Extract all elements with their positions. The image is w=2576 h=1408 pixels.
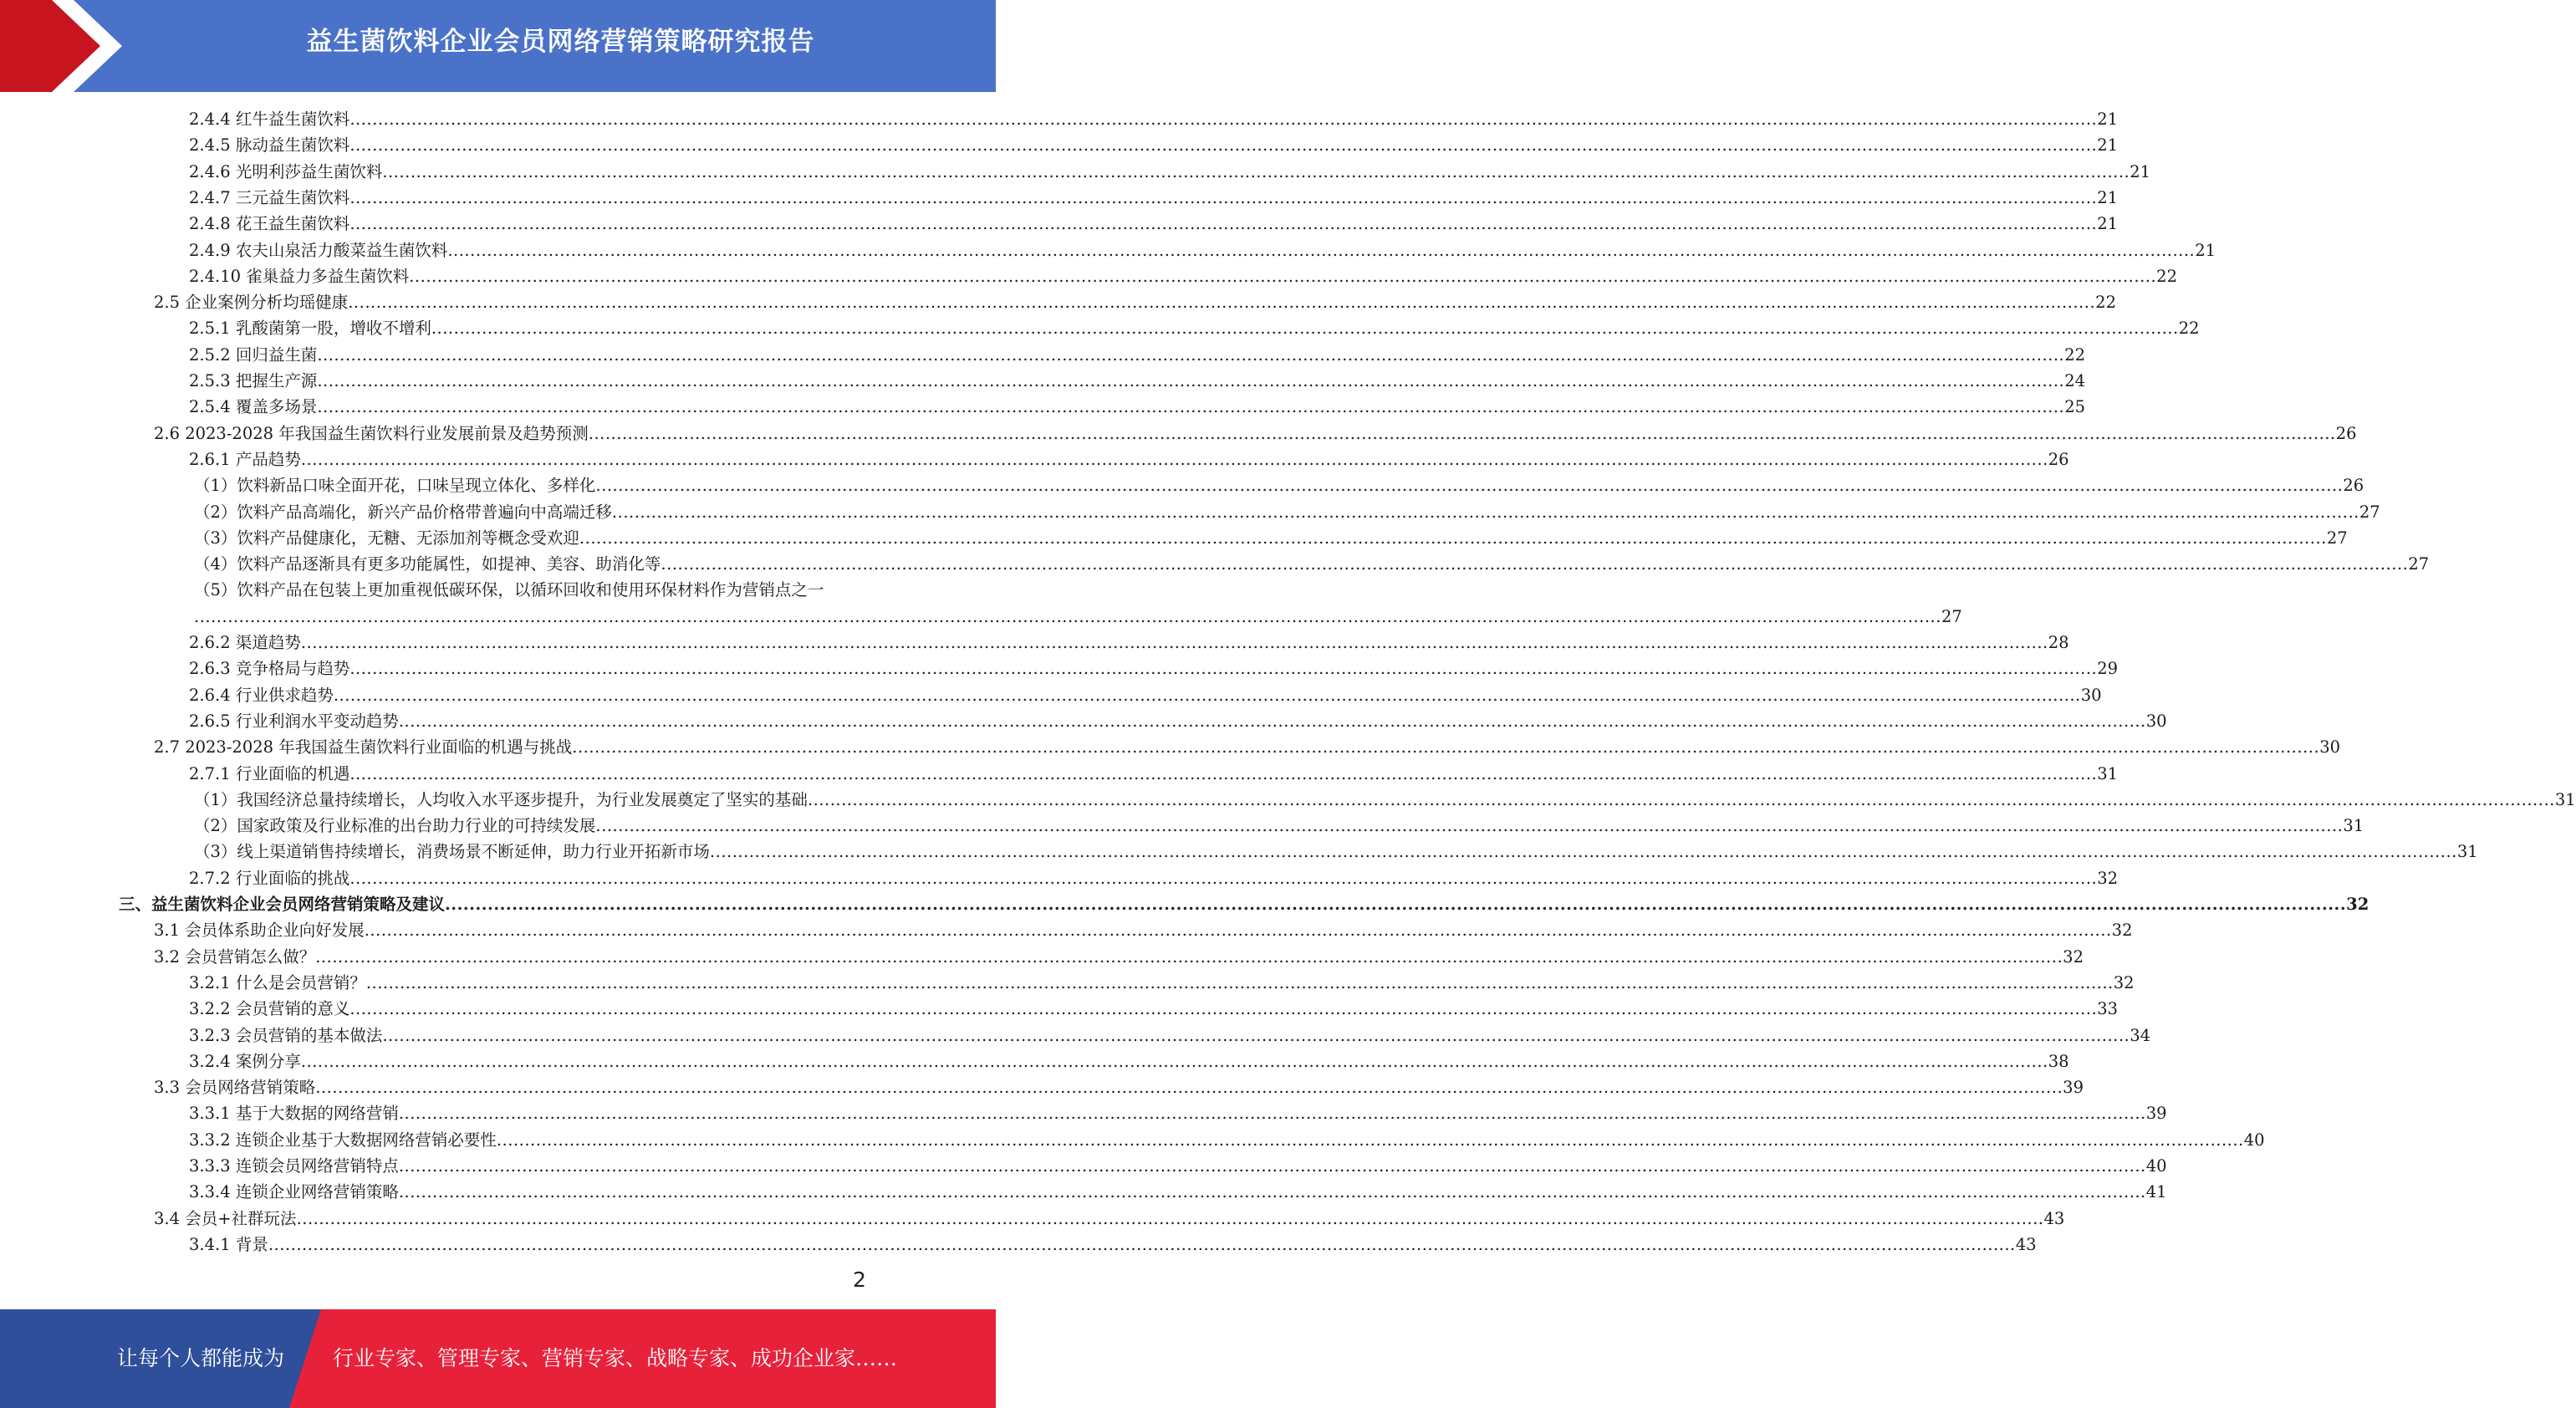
toc-page-number: 30 — [2080, 685, 2102, 705]
toc-page-number: 33 — [2097, 999, 2119, 1019]
toc-entry[interactable] — [154, 289, 2116, 315]
toc-leader-dots — [431, 315, 2179, 341]
toc-entry-label: （4）饮料产品逐渐具有更多功能属性，如提神、美容、助消化等 — [194, 554, 661, 574]
toc-leader-dots — [595, 472, 2343, 498]
toc-entry-label: 2.6.3 竞争格局与趋势 — [189, 659, 350, 679]
toc-leader-dots — [365, 917, 2112, 943]
toc-page-number: 26 — [2335, 423, 2357, 443]
toc-entry[interactable] — [194, 787, 2576, 813]
toc-page-number: 21 — [2097, 214, 2119, 234]
toc-page-number: 32 — [2097, 868, 2119, 888]
toc-leader-dots — [315, 944, 2063, 970]
toc-entry[interactable] — [189, 708, 2167, 734]
toc-entry-label: 2.4.10 雀巢益力多益生菌饮料 — [189, 266, 410, 286]
toc-page-number: 41 — [2145, 1182, 2167, 1202]
toc-page-number: 38 — [2048, 1051, 2069, 1071]
toc-page-number: 31 — [2097, 763, 2119, 783]
toc-page-number: 22 — [2064, 344, 2086, 365]
toc-entry-label: （3）线上渠道销售持续增长，消费场景不断延伸，助力行业开拓新市场 — [194, 842, 710, 862]
toc-entry-label: 2.4.6 光明利莎益生菌饮料 — [189, 161, 383, 181]
toc-leader-dots — [497, 1127, 2244, 1153]
toc-entry[interactable] — [154, 1074, 2084, 1100]
toc-page-number: 27 — [2326, 528, 2348, 548]
toc-entry[interactable] — [189, 1127, 2265, 1153]
toc-page-number: 22 — [2178, 319, 2200, 339]
toc-page-number: 26 — [2048, 449, 2069, 469]
toc-leader-dots — [399, 1100, 2146, 1126]
toc-chapter-entry[interactable] — [119, 891, 2369, 917]
toc-page-number: 29 — [2097, 659, 2119, 679]
toc-leader-dots — [348, 289, 2095, 315]
toc-leader-dots — [301, 1048, 2048, 1074]
toc-leader-dots — [349, 106, 2097, 132]
toc-leader-dots — [301, 446, 2048, 472]
toc-page-number: 43 — [2043, 1208, 2065, 1228]
toc-page-number: 21 — [2097, 135, 2119, 156]
toc-entry[interactable] — [189, 1100, 2167, 1126]
toc-entry[interactable] — [189, 394, 2086, 420]
toc-entry-label: 2.5.4 覆盖多场景 — [189, 397, 318, 417]
toc-entry-label: 2.6.4 行业供求趋势 — [189, 685, 334, 705]
toc-page-number: 40 — [2145, 1156, 2167, 1176]
toc-entry-label[interactable]: （5）饮料产品在包装上更加重视低碳环保，以循环回收和使用环保材料作为营销点之一 — [194, 580, 824, 600]
toc-entry-label: 2.5.1 乳酸菌第一股，增收不增利 — [189, 319, 431, 339]
toc-page-number: 22 — [2156, 266, 2177, 286]
toc-entry[interactable] — [189, 1179, 2167, 1205]
toc-entry-label: 2.7.1 行业面临的机遇 — [189, 763, 350, 783]
toc-entry[interactable] — [194, 604, 1962, 630]
toc-entry-label: 2.5.2 回归益生菌 — [189, 344, 318, 365]
toc-entry-label: 3.1 会员体系助企业向好发展 — [154, 921, 365, 941]
toc-entry[interactable] — [189, 630, 2069, 656]
toc-page-number: 22 — [2095, 293, 2116, 313]
toc-entry[interactable] — [194, 813, 2364, 839]
toc-leader-dots — [409, 263, 2156, 289]
toc-entry-label: （3）饮料产品健康化，无糖、无添加剂等概念受欢迎 — [194, 528, 579, 548]
toc-entry[interactable] — [189, 761, 2119, 787]
toc-entry-label: 2.4.7 三元益生菌饮料 — [189, 187, 350, 207]
toc-leader-dots — [382, 1023, 2130, 1048]
toc-entry[interactable] — [189, 342, 2086, 368]
toc-leader-dots — [297, 1206, 2044, 1232]
toc-leader-dots — [447, 237, 2195, 263]
toc-leader-dots — [334, 682, 2081, 708]
toc-entry[interactable] — [189, 185, 2119, 211]
toc-entry-label: 3.2.4 案例分享 — [189, 1051, 301, 1071]
toc-entry-label: 2.6.2 渠道趋势 — [189, 633, 301, 652]
toc-leader-dots — [572, 734, 2319, 760]
toc-entry[interactable] — [189, 237, 2216, 263]
toc-entry-label: 2.6.1 产品趋势 — [189, 449, 301, 469]
toc-entry[interactable] — [194, 551, 2430, 577]
toc-entry[interactable] — [194, 839, 2478, 865]
toc-entry[interactable] — [189, 656, 2119, 681]
page-footer — [0, 1309, 996, 1408]
toc-leader-dots — [349, 132, 2097, 158]
header-title: 益生菌饮料企业会员网络营销策略研究报告 — [306, 27, 815, 57]
toc-page-number: 31 — [2343, 816, 2364, 836]
toc-entry-label: （1）我国经济总量持续增长，人均收入水平逐步提升，为行业发展奠定了坚实的基础 — [194, 789, 808, 809]
toc-entry-label: 3.2 会员营销怎么做？ — [154, 946, 316, 967]
toc-page-number: 30 — [2319, 737, 2341, 758]
toc-leader-dots — [612, 499, 2359, 525]
toc-entry[interactable] — [189, 996, 2119, 1022]
toc-page-number: 39 — [2145, 1104, 2167, 1124]
toc-entry[interactable] — [189, 446, 2069, 472]
toc-page-number: 25 — [2064, 397, 2086, 417]
toc-entry[interactable] — [189, 211, 2119, 237]
toc-entry[interactable] — [189, 1153, 2167, 1179]
toc-entry[interactable] — [189, 132, 2119, 158]
toc-entry[interactable] — [189, 263, 2177, 289]
toc-page-number: 31 — [2456, 842, 2478, 862]
toc-entry-label: 2.6.5 行业利润水平变动趋势 — [189, 711, 399, 731]
toc-entry-label: 3.2.2 会员营销的意义 — [189, 999, 350, 1019]
toc-entry-label: （2）饮料产品高端化，新兴产品价格带普遍向中高端迁移 — [194, 502, 612, 522]
toc-entry-label: 3.2.1 什么是会员营销？ — [189, 972, 366, 992]
toc-entry[interactable] — [154, 421, 2357, 446]
toc-entry-label: 2.4.4 红牛益生菌饮料 — [189, 110, 350, 129]
toc-leader-dots — [349, 185, 2097, 211]
toc-page-number: 27 — [1941, 606, 1962, 626]
toc-entry-label: 3.3.1 基于大数据的网络营销 — [189, 1104, 399, 1124]
toc-leader-dots — [317, 394, 2064, 420]
toc-entry[interactable] — [194, 525, 2348, 551]
footer-slogan-right: 行业专家、管理专家、营销专家、战略专家、成功企业家…… — [333, 1346, 898, 1370]
toc-entry[interactable] — [189, 106, 2119, 132]
toc-leader-dots — [399, 1179, 2146, 1205]
toc-entry-label: 2.5 企业案例分析均瑶健康 — [154, 293, 349, 313]
toc-entry-label: 2.7.2 行业面临的挑战 — [189, 868, 350, 888]
toc-leader-dots — [579, 525, 2327, 551]
toc-entry-label: 2.6 2023-2028 年我国益生菌饮料行业发展前景及趋势预测 — [154, 423, 589, 443]
toc-page-number: 27 — [2359, 502, 2380, 522]
toc-entry-label: 2.4.8 花王益生菌饮料 — [189, 214, 350, 234]
toc-page-number: 30 — [2145, 711, 2167, 731]
toc-leader-dots — [317, 368, 2064, 394]
toc-page-number: 32 — [2111, 921, 2133, 941]
toc-page-number: 27 — [2408, 554, 2430, 574]
toc-page-number: 21 — [2130, 161, 2151, 181]
toc-page-number: 34 — [2130, 1025, 2151, 1045]
toc-entry[interactable] — [154, 1206, 2065, 1232]
page-number: 2 — [853, 1268, 866, 1292]
toc-entry-label: 三、益生菌饮料企业会员网络营销策略及建议 — [119, 895, 446, 914]
toc-leader-dots — [445, 891, 2346, 917]
toc-leader-dots — [349, 996, 2097, 1022]
toc-entry[interactable] — [194, 472, 2364, 498]
toc-entry-label: 3.3.3 连锁会员网络营销特点 — [189, 1156, 399, 1176]
toc-entry[interactable] — [189, 368, 2086, 394]
toc-leader-dots — [317, 342, 2064, 368]
toc-leader-dots — [382, 159, 2130, 185]
toc-page-number: 39 — [2063, 1078, 2084, 1098]
toc-page-number: 26 — [2343, 476, 2364, 496]
toc-leader-dots — [301, 630, 2048, 656]
toc-page-number: 40 — [2243, 1130, 2265, 1150]
toc-entry-label: 2.7 2023-2028 年我国益生菌饮料行业面临的机遇与挑战 — [154, 737, 573, 758]
toc-page-number: 31 — [2554, 789, 2576, 809]
toc-leader-dots — [349, 865, 2097, 891]
toc-entry-label: 2.4.9 农夫山泉活力酸菜益生菌饮料 — [189, 240, 448, 260]
toc-entry-label: （2）国家政策及行业标准的出台助力行业的可持续发展 — [194, 816, 596, 836]
toc-page-number: 32 — [2346, 895, 2369, 914]
toc-entry[interactable] — [189, 159, 2151, 185]
toc-page-number: 21 — [2097, 110, 2119, 129]
toc-entry-label: 2.4.5 脉动益生菌饮料 — [189, 135, 350, 156]
toc-leader-dots — [268, 1232, 2016, 1258]
toc-entry-label: 3.3.4 连锁企业网络营销策略 — [189, 1182, 399, 1202]
footer-slogan-left: 让每个人都能成为 — [117, 1346, 285, 1370]
toc-leader-dots — [349, 761, 2097, 787]
toc-entry[interactable] — [189, 970, 2135, 996]
toc-page-number: 21 — [2097, 187, 2119, 207]
toc-entry[interactable] — [154, 944, 2084, 970]
toc-entry-label: 3.3 会员网络营销策略 — [154, 1078, 316, 1098]
toc-entry[interactable] — [189, 865, 2119, 891]
toc-entry[interactable] — [189, 682, 2102, 708]
toc-page-number: 28 — [2048, 633, 2069, 652]
toc-page-number: 43 — [2015, 1234, 2037, 1254]
toc-leader-dots — [808, 787, 2555, 813]
toc-entry[interactable] — [194, 499, 2380, 525]
toc-entry-label: 3.4.1 背景 — [189, 1234, 268, 1254]
toc-leader-dots — [399, 708, 2146, 734]
toc-leader-dots — [661, 551, 2408, 577]
toc-entry[interactable] — [154, 917, 2133, 943]
toc-entry-label: 3.2.3 会员营销的基本做法 — [189, 1025, 383, 1045]
toc-page-number: 24 — [2064, 371, 2086, 390]
toc-entry[interactable] — [154, 734, 2341, 760]
toc-entry[interactable] — [189, 1048, 2069, 1074]
toc-leader-dots — [315, 1074, 2063, 1100]
toc-page-number: 32 — [2113, 972, 2135, 992]
toc-leader-dots — [366, 970, 2114, 996]
toc-entry[interactable] — [189, 1023, 2151, 1048]
toc-leader-dots — [589, 421, 2336, 446]
toc-leader-dots — [194, 604, 1941, 630]
page-header — [0, 0, 996, 92]
toc-leader-dots — [399, 1153, 2146, 1179]
toc-entry[interactable] — [189, 315, 2200, 341]
toc-entry-label: （1）饮料新品口味全面开花，口味呈现立体化、多样化 — [194, 476, 596, 496]
toc-leader-dots — [349, 211, 2097, 237]
toc-leader-dots — [595, 813, 2343, 839]
toc-entry-label: 3.4 会员+社群玩法 — [154, 1208, 297, 1228]
toc-entry-label: 2.5.3 把握生产源 — [189, 371, 318, 390]
toc-entry-label: 3.3.2 连锁企业基于大数据网络营销必要性 — [189, 1130, 497, 1150]
toc-page-number: 21 — [2195, 240, 2216, 260]
toc-leader-dots — [349, 656, 2097, 681]
toc-entry[interactable] — [189, 1232, 2037, 1258]
toc-leader-dots — [710, 839, 2457, 865]
toc-page-number: 32 — [2063, 946, 2084, 967]
